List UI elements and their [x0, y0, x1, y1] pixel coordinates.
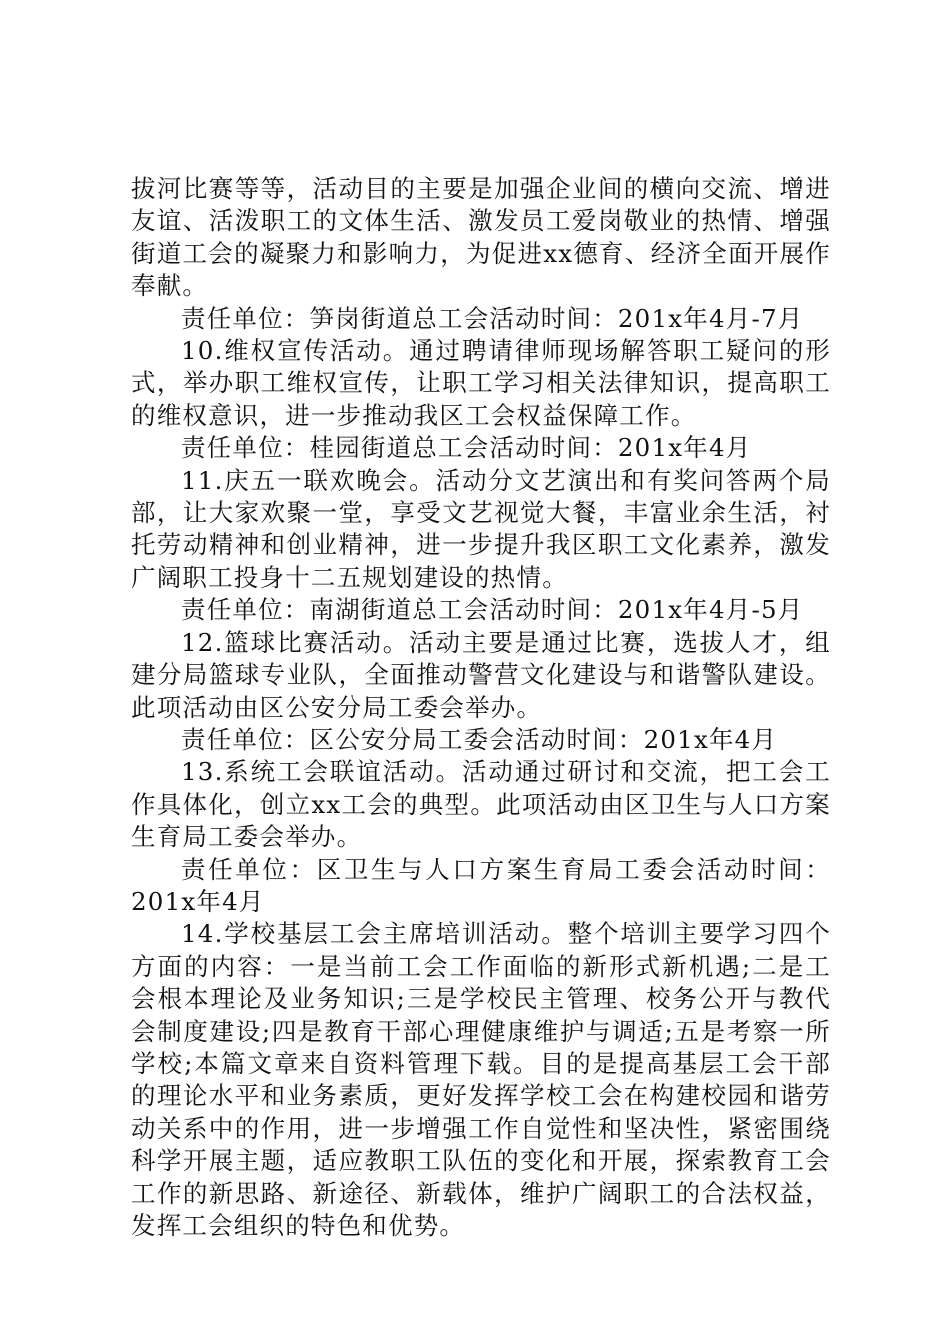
activity-paragraph: 13.系统工会联谊活动。活动通过研讨和交流，把工会工作具体化，创立xx工会的典型。此项活动由区卫生与人口方案生育局工委会举办。: [131, 757, 831, 852]
activity-paragraph: 12.篮球比赛活动。活动主要是通过比赛，选拔人才，组建分局篮球专业队，全面推动警营文化建设与和谐警队建设。此项活动由区公安分局工委会举办。: [131, 627, 831, 722]
responsible-unit-line: 责任单位：桂园街道总工会活动时间：201x年4月: [181, 433, 752, 463]
responsible-unit-line: 责任单位：南湖街道总工会活动时间：201x年4月-5月: [181, 595, 804, 625]
document-body: [131, 173, 831, 1242]
activity-paragraph: 11.庆五一联欢晚会。活动分文艺演出和有奖问答两个局部，让大家欢聚一堂，享受文艺视觉大餐，丰富业余生活，衬托劳动精神和创业精神，进一步提升我区职工文化素养，激发广阔职工投身十二五规划建设的热情。: [131, 465, 831, 592]
activity-paragraph: 10.维权宣传活动。通过聘请律师现场解答职工疑问的形式，举办职工维权宣传，让职工学习相关法律知识，提高职工的维权意识，进一步推动我区工会权益保障工作。: [131, 336, 831, 430]
activity-paragraph: 14.学校基层工会主席培训活动。整个培训主要学习四个方面的内容：一是当前工会工作面临的新形式新机遇;二是工会根本理论及业务知识;三是学校民主管理、校务公开与教代会制度建设;四是教育干部心理健康维护与调适;五是考察一所学校;本篇文章来自资料管理下载。目的是提高基层工会干部的理论水平和业务素质，更好发挥学校工会在构建校园和谐劳动关系中的作用，进一步增强工作自觉性和坚决性，紧密围绕科学开展主题，适应教职工队伍的变化和开展，探索教育工会工作的新思路、新途径、新载体，维护广阔职工的合法权益，发挥工会组织的特色和优势。: [131, 919, 831, 1240]
responsible-unit-line: 责任单位：区卫生与人口方案生育局工委会活动时间：201x年4月: [131, 854, 831, 916]
responsible-unit-line: 责任单位：笋岗街道总工会活动时间：201x年4月-7月: [181, 303, 804, 333]
paragraph-continuation: 拔河比赛等等，活动目的主要是加强企业间的横向交流、增进友谊、活泼职工的文体生活、激发员工爱岗敬业的热情、增强街道工会的凝聚力和影响力，为促进xx德育、经济全面开展作奉献。: [131, 174, 831, 301]
responsible-unit-line: 责任单位：区公安分局工委会活动时间：201x年4月: [181, 724, 778, 754]
